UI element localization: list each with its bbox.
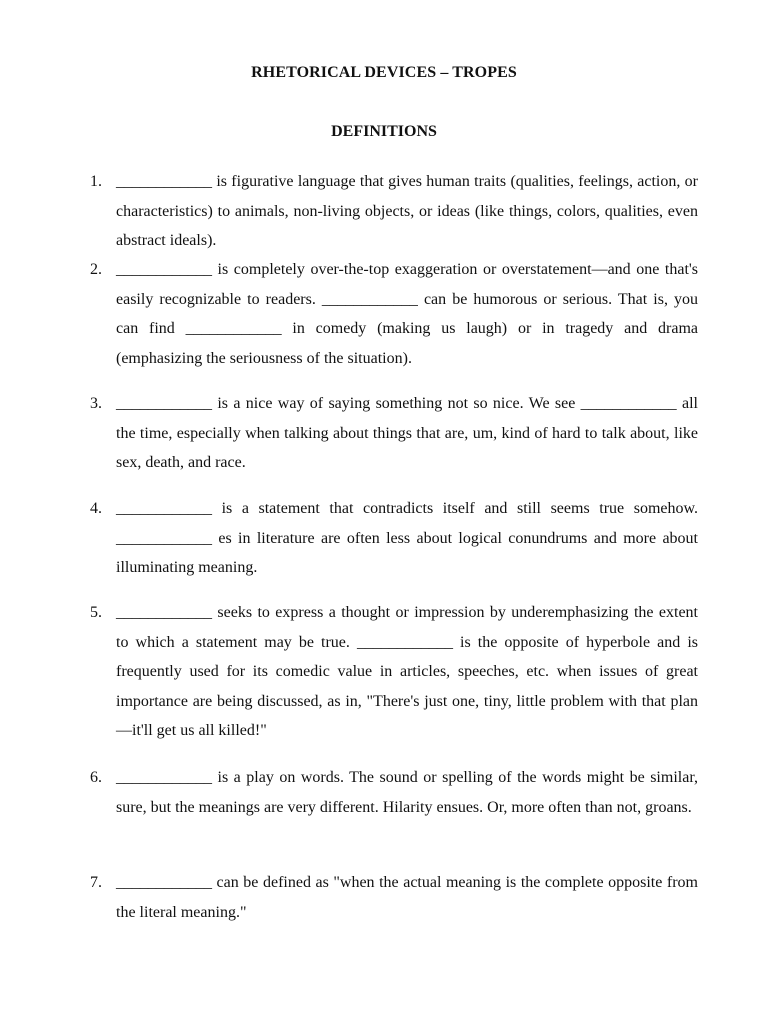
item-text: ____________ is a nice way of saying something not so nice. We see ____________ all the time, especially when talking about things that are, um, kind of hard to talk about, like sex, death, and race. [116,395,698,472]
item-text: ____________ seeks to express a thought or impression by underemphasizing the extent to which a statement may be true. ____________ is the opposite of hyperbole and is frequently used for its comedic value in articles, speeches, etc. when issues of great importance are being discussed, as in, "There's just one, tiny, little problem with that plan—it'll get us all killed!" [116,604,698,740]
document-title: RHETORICAL DEVICES – TROPES [251,64,517,81]
item-text: ____________ is figurative language that gives human traits (qualities, feelings, action, or characteristics) to animals, non-living objects, or ideas (like things, colors, qualities, even abstract ideals). [116,173,698,250]
item-number: 6. [90,769,102,786]
item-text: ____________ is completely over-the-top exaggeration or overstatement—and one that's easily recognizable to readers. ____________ can be humorous or serious. That is, you can find ____________ in comedy (making us laugh) or in tragedy and drama (emphasizing the seriousness of the situation). [116,261,698,367]
item-number: 1. [90,173,102,190]
section-heading: DEFINITIONS [331,123,437,140]
item-number: 4. [90,500,102,517]
item-text: ____________ is a statement that contradicts itself and still seems true somehow. ____________ es in literature are often less about logical conundrums and more about illuminating meaning. [116,500,698,577]
item-number: 2. [90,261,102,278]
item-number: 3. [90,395,102,412]
item-number: 5. [90,604,102,621]
item-text: ____________ is a play on words. The sound or spelling of the words might be similar, sure, but the meanings are very different. Hilarity ensues. Or, more often than not, groans. [116,769,698,816]
item-text: ____________ can be defined as "when the actual meaning is the complete opposite from the literal meaning." [116,874,698,921]
item-number: 7. [90,874,102,891]
